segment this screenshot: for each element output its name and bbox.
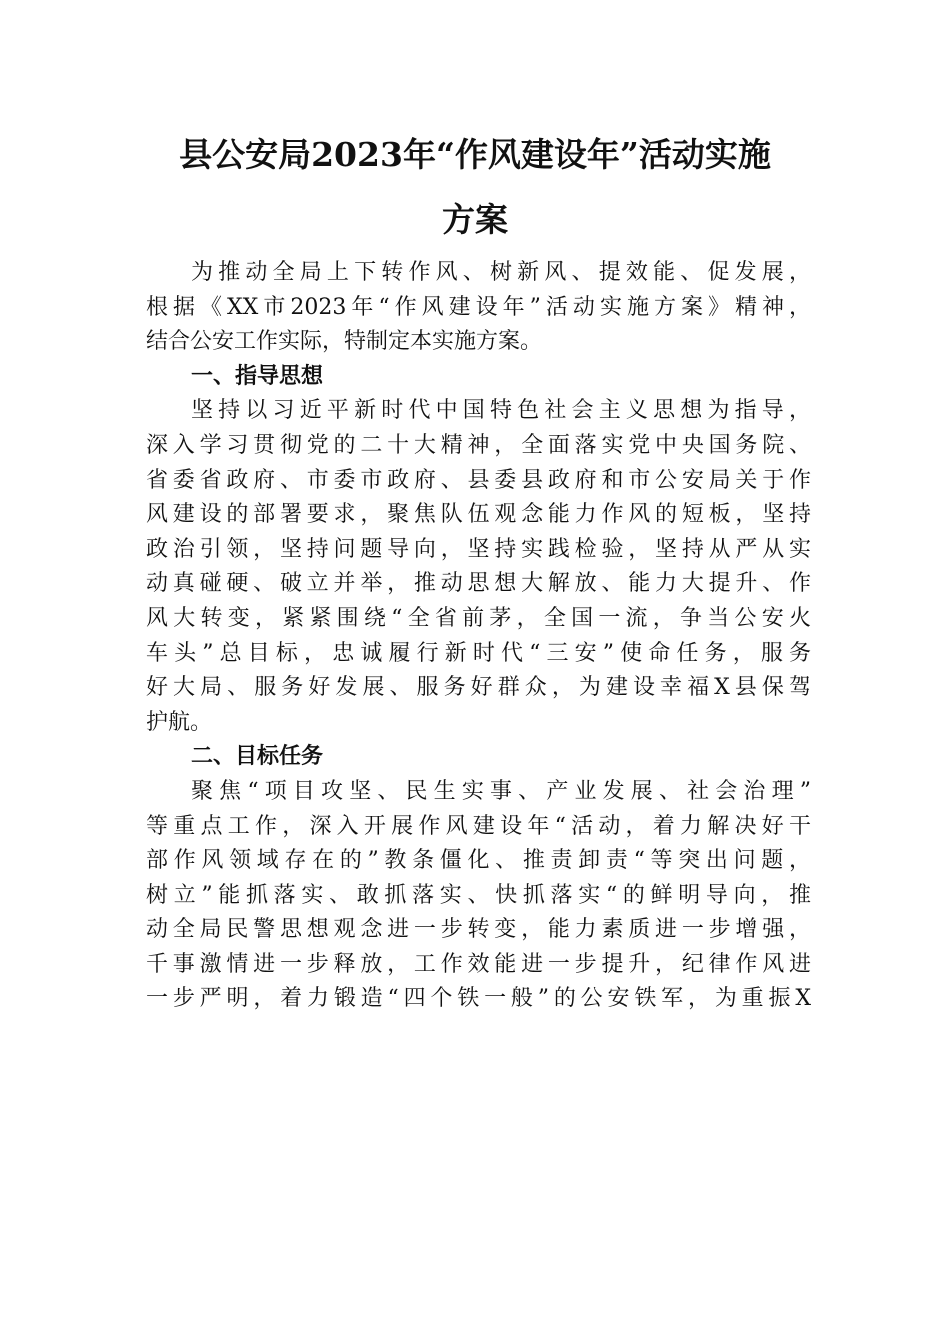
- section-1-heading: 一、指导思想: [191, 363, 324, 389]
- intro-line: 为推动全局上下转作风、树新风、提效能、促发展，: [191, 260, 811, 285]
- section-1-line: 坚持以习近平新时代中国特色社会主义思想为指导，: [191, 398, 811, 424]
- section-1-line: 风大转变，紧紧围绕“全省前茅，全国一流，争当公安火: [146, 605, 811, 631]
- section-2-line: 聚焦“项目攻坚、民生实事、产业发展、社会治理”: [191, 778, 811, 804]
- document-title-line-1: 县公安局2023年“作风建设年”活动实施: [179, 135, 771, 174]
- section-2-line: 部作风领域存在的”教条僵化、推责卸责“等突出问题，: [146, 848, 811, 874]
- section-2-line: 等重点工作，深入开展作风建设年“活动，着力解决好干: [146, 813, 811, 839]
- section-1-line: 深入学习贯彻党的二十大精神，全面落实党中央国务院、: [146, 432, 811, 458]
- section-1-line: 好大局、服务好发展、服务好群众，为建设幸福X县保驾: [146, 675, 811, 701]
- section-1-line: 动真碰硬、破立并举，推动思想大解放、能力大提升、作: [146, 571, 811, 597]
- section-2-heading: 二、目标任务: [191, 744, 324, 770]
- section-1-line: 省委省政府、市委市政府、县委县政府和市公安局关于作: [146, 467, 811, 493]
- intro-line: 根据《XX市2023年“作风建设年”活动实施方案》精神，: [146, 294, 811, 320]
- section-1-line: 车头”总目标，忠诚履行新时代“三安”使命任务，服务: [146, 640, 811, 666]
- intro-line: 结合公安工作实际，特制定本实施方案。: [146, 329, 543, 355]
- section-1-line: 政治引领，坚持问题导向，坚持实践检验，坚持从严从实: [146, 536, 811, 562]
- document-title-line-2: 方案: [442, 200, 508, 239]
- section-2-line: 千事激情进一步释放，工作效能进一步提升，纪律作风进: [146, 951, 811, 977]
- section-1-line: 护航。: [146, 709, 213, 735]
- document-body: [146, 256, 811, 1017]
- section-1-line: 风建设的部署要求，聚焦队伍观念能力作风的短板，坚持: [146, 502, 811, 528]
- section-2-line: 动全局民警思想观念进一步转变，能力素质进一步增强，: [146, 917, 811, 943]
- section-2-line: 树立”能抓落实、敢抓落实、快抓落实“的鲜明导向，推: [146, 882, 811, 908]
- section-2-line: 一步严明，着力锻造“四个铁一般”的公安铁军，为重振X: [146, 986, 811, 1012]
